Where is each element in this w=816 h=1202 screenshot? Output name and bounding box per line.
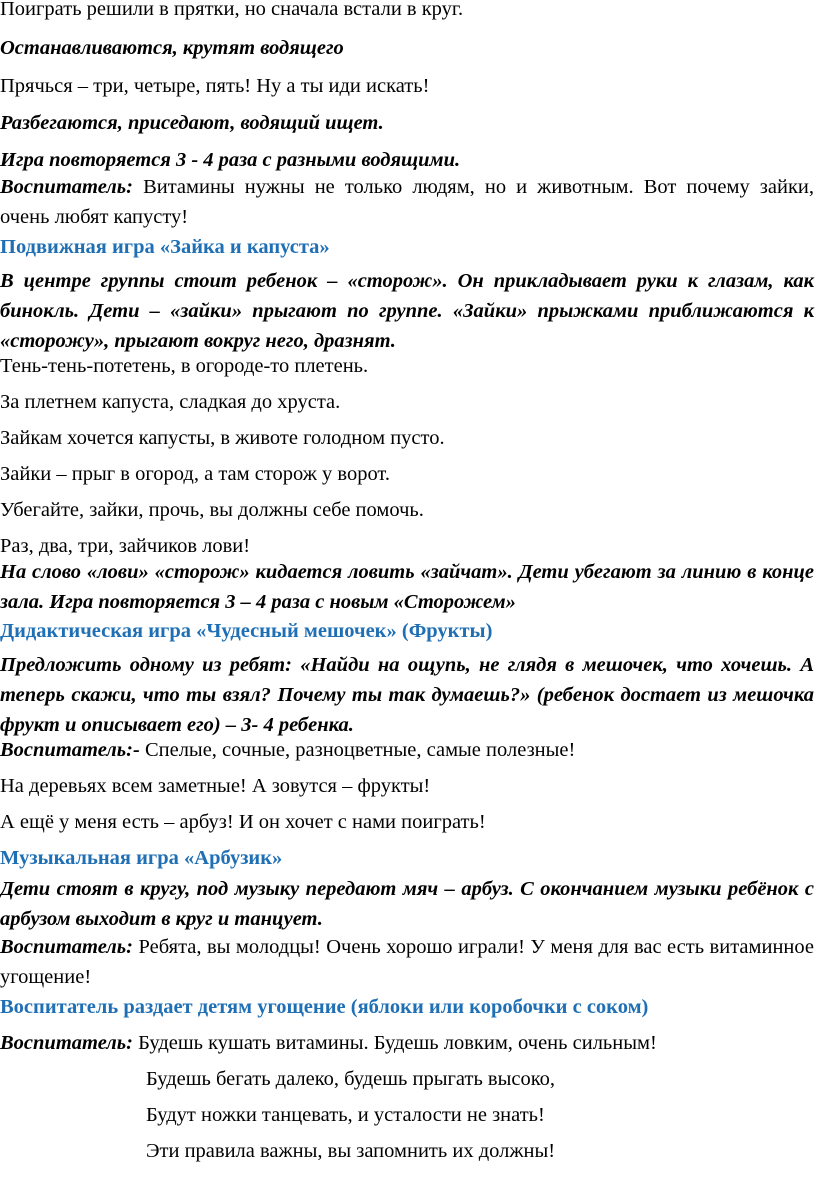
game-instructions: В центре группы стоит ребенок – «сторож». Он прикладывает руки к глазам, как бинокль. Дети – «зайки» прыгают по группе. «Зайки» прыжками приближаются к «сторожу», прыгают вокруг него, дразнят.	[0, 270, 814, 352]
teacher-speech	[0, 932, 814, 992]
game-instructions: На слово «лови» «сторож» кидается ловить «зайчат». Дети убегают за линию в конце зала. Игра повторяется 3 – 4 раза с новым «Сторожем»	[0, 561, 814, 613]
speaker-label: Воспитатель:-	[0, 739, 140, 761]
teacher-speech	[0, 735, 814, 765]
intro-line: Поиграть решили в прятки, но сначала встали в круг.	[0, 0, 464, 20]
verse-line: Будешь бегать далеко, будешь прыгать высоко,	[146, 1068, 556, 1090]
section-heading: Музыкальная игра «Арбузик»	[0, 847, 283, 869]
speech-text: Витамины нужны не только людям, но и животным. Вот почему зайки, очень любят капусту!	[0, 176, 814, 228]
stage-direction: Разбегаются, приседают, водящий ищет.	[0, 112, 384, 134]
verse-line: А ещё у меня есть – арбуз! И он хочет с нами поиграть!	[0, 811, 486, 833]
section-heading: Подвижная игра «Зайка и капуста»	[0, 236, 330, 258]
verse-line: Раз, два, три, зайчиков лови!	[0, 535, 251, 557]
speech-text: Будешь кушать витамины. Будешь ловким, очень сильным!	[133, 1032, 657, 1054]
game-instructions: Предложить одному из ребят: «Найди на ощупь, не глядя в мешочек, что хочешь. А теперь скажи, что ты взял? Почему ты так думаешь?» (ребенок достает из мешочка фрукт и описывает его) – 3- 4 ребенка.	[0, 654, 814, 736]
verse-line: За плетнем капуста, сладкая до хруста.	[0, 391, 341, 413]
speech-text: Спелые, сочные, разноцветные, самые полезные!	[139, 739, 576, 761]
stage-direction: Игра повторяется 3 - 4 раза с разными водящими.	[0, 149, 461, 171]
verse-line: Будут ножки танцевать, и усталости не знать!	[146, 1104, 545, 1126]
verse-line: На деревьях всем заметные! А зовутся – фрукты!	[0, 775, 431, 797]
speech-text: Ребята, вы молодцы! Очень хорошо играли! У меня для вас есть витаминное угощение!	[0, 936, 814, 988]
section-heading: Дидактическая игра «Чудесный мешочек» (Фрукты)	[0, 620, 493, 642]
speaker-label: Воспитатель:	[0, 1032, 133, 1054]
teacher-speech	[0, 172, 814, 232]
game-instructions: Дети стоят в кругу, под музыку передают мяч – арбуз. С окончанием музыки ребёнок с арбузом выходит в круг и танцует.	[0, 878, 814, 930]
verse-line: Убегайте, зайки, прочь, вы должны себе помочь.	[0, 499, 424, 521]
verse-line: Прячься – три, четыре, пять! Ну а ты иди искать!	[0, 75, 430, 97]
verse-line: Зайки – прыг в огород, а там сторож у ворот.	[0, 463, 390, 485]
verse-line: Зайкам хочется капусты, в животе голодном пусто.	[0, 427, 445, 449]
stage-direction: Останавливаются, крутят водящего	[0, 37, 344, 59]
speaker-label: Воспитатель:	[0, 936, 133, 958]
verse-line: Тень-тень-потетень, в огороде-то плетень.	[0, 355, 369, 377]
verse-line: Эти правила важны, вы запомнить их должны!	[146, 1140, 556, 1162]
teacher-speech	[0, 1028, 814, 1058]
section-heading: Воспитатель раздает детям угощение (яблоки или коробочки с соком)	[0, 996, 649, 1018]
speaker-label: Воспитатель:	[0, 176, 133, 198]
